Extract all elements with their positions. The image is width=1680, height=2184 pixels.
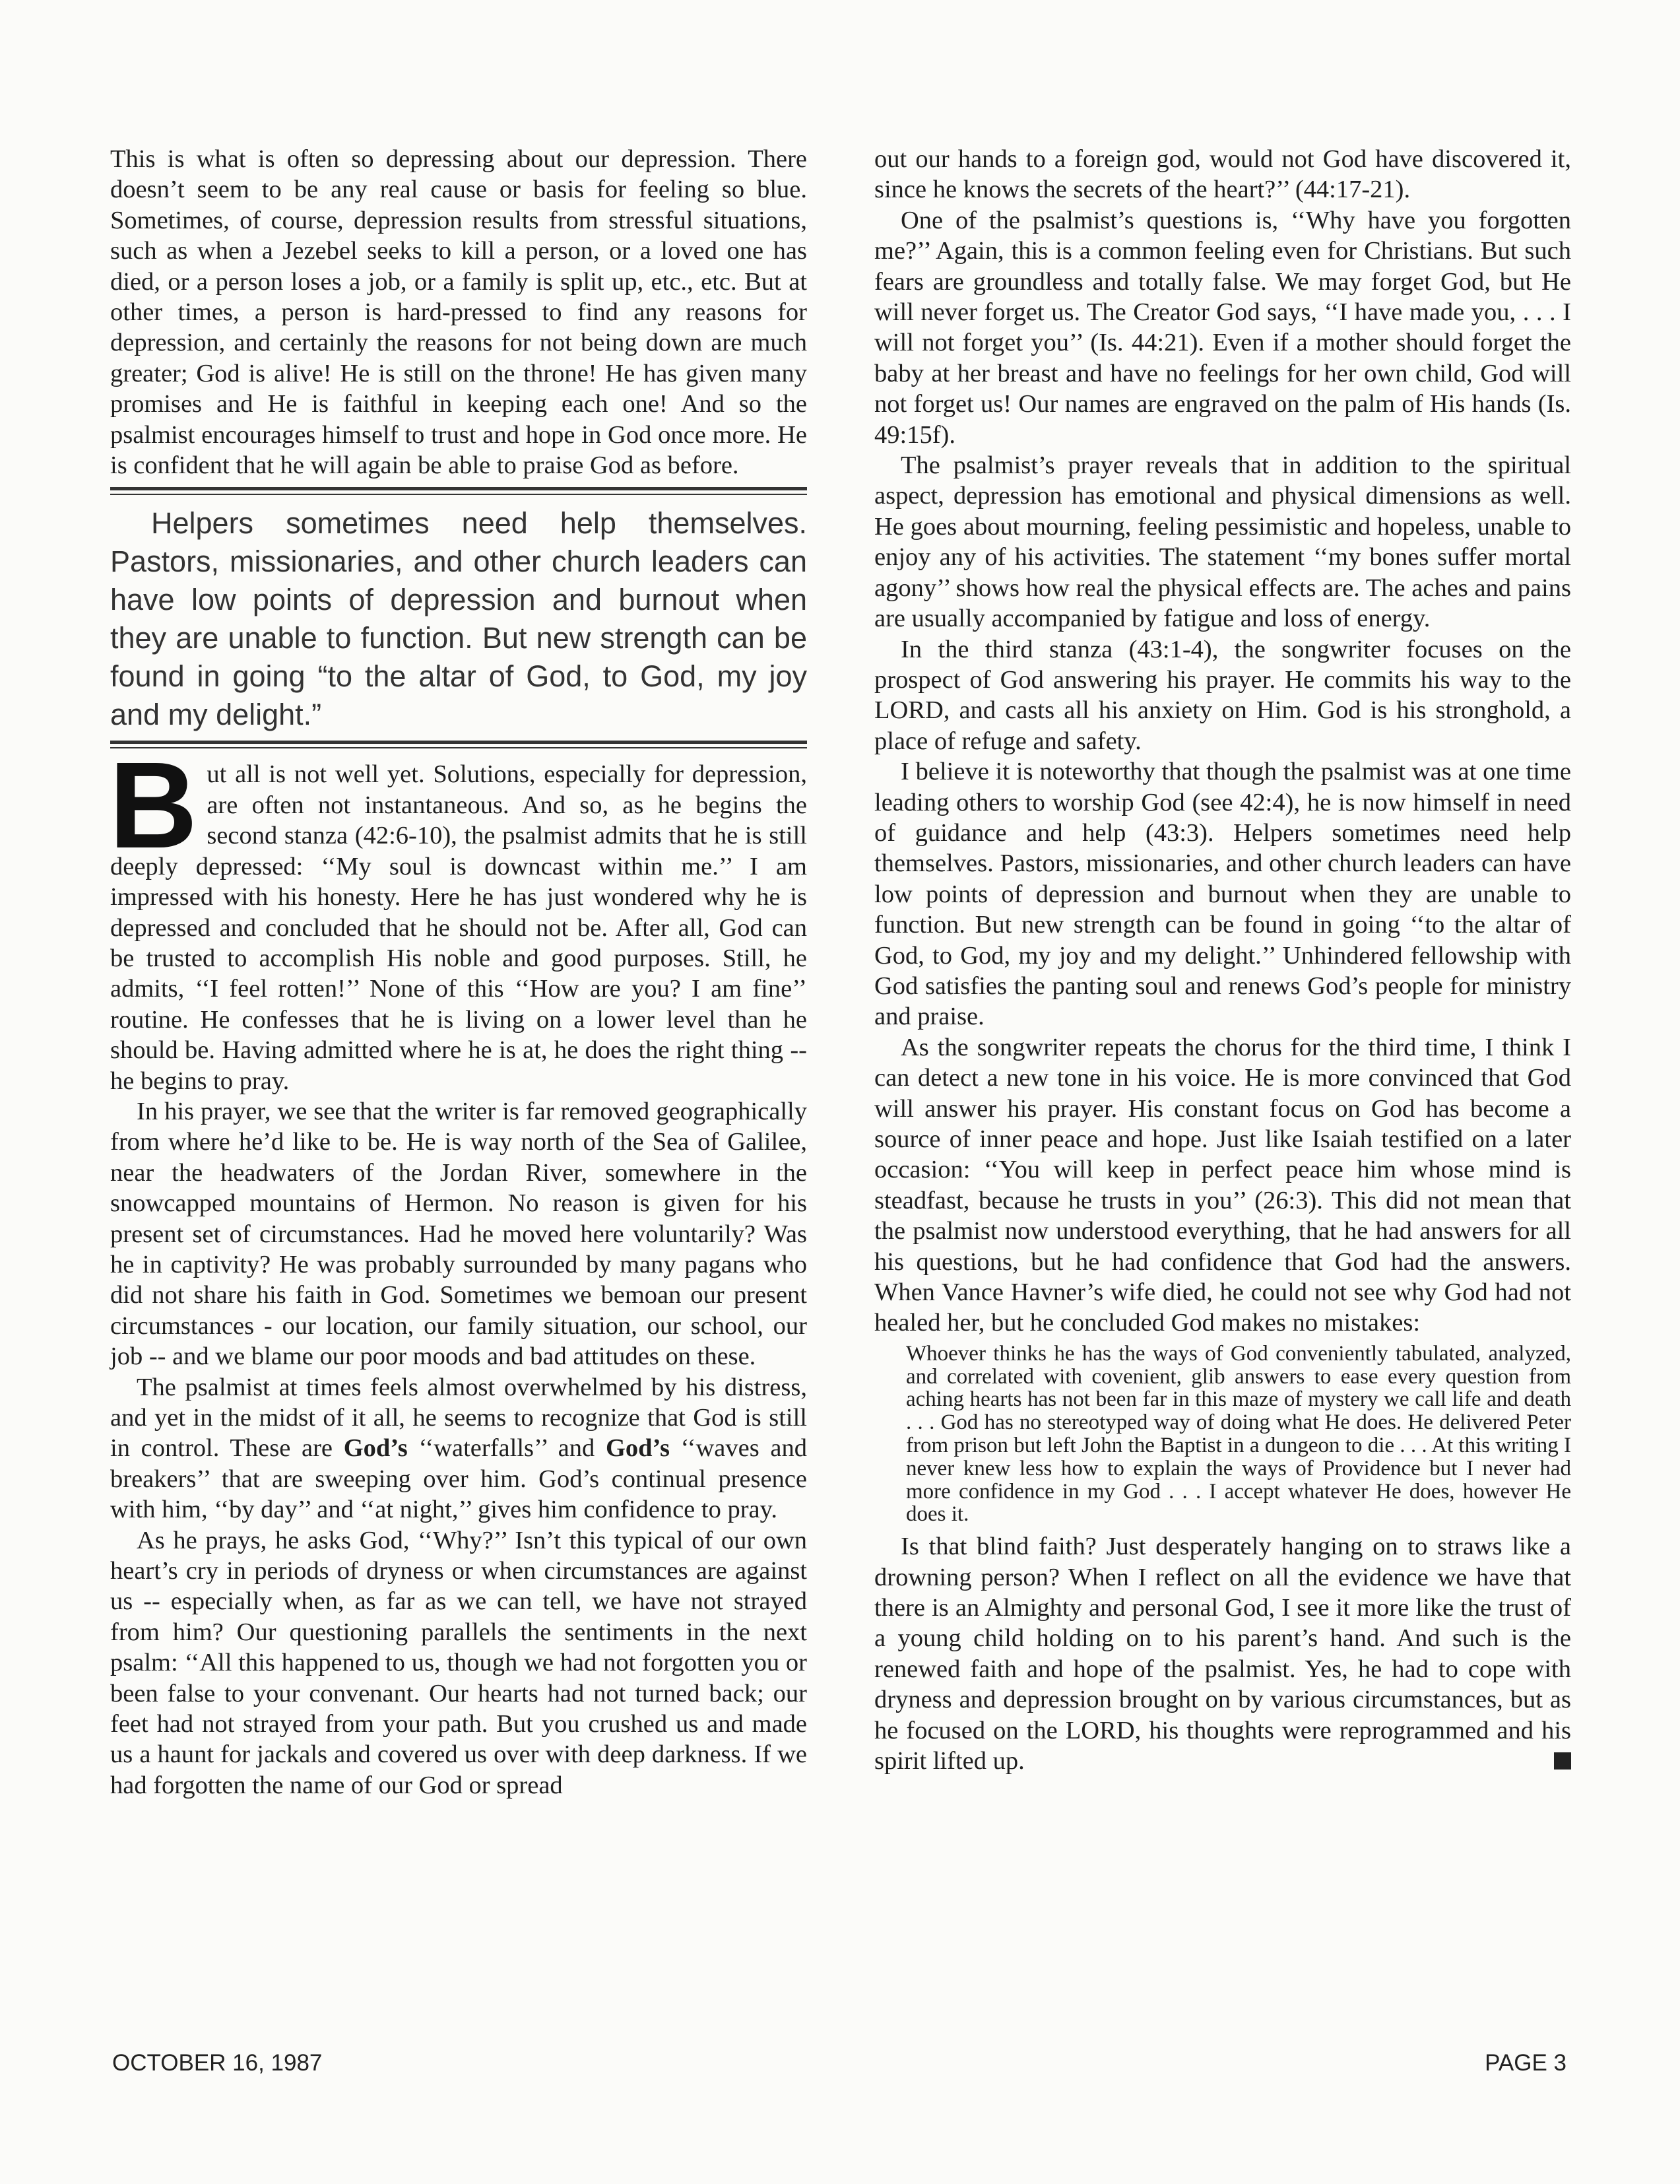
pull-quote-top-rule: [110, 487, 807, 495]
right-column: [874, 144, 1571, 1776]
drop-cap-letter: B: [109, 737, 198, 875]
right-paragraph-7: [874, 1531, 1571, 1776]
pull-quote: [110, 487, 807, 748]
left-paragraph-5: As he prays, he asks God, ‘‘Why?’’ Isn’t this typical of our own heart’s cry in periods of dryness or when circumstances are against us -- especially when, as far as we can tell, we have not strayed from him? Our questioning parallels the sentiments in the next psalm: ‘‘All this happened to us, though we had not forgotten you or been false to your convenant. Our hearts had not turned back; our feet had not strayed from your path. But you crushed us and made us a haunt for jackals and covered us over with deep darkness. If we had forgotten the name of our God or spread: [110, 1526, 807, 1799]
right-paragraph-4: In the third stanza (43:1-4), the songwriter focuses on the prospect of God answering his prayer. He commits his way to the LORD, and casts all his anxiety on Him. God is his stronghold, a place of refuge and safety.: [874, 635, 1571, 755]
left-paragraph-4-part-b: ‘‘waterfalls’’ and: [407, 1434, 606, 1463]
left-paragraph-2: ut all is not well yet. Solutions, especially for depression, are often not instantaneous. And so, as he begins the second stanza (42:6-10), the psalmist admits that he is still deeply depressed: ‘‘My soul is downcast within me.’’ I am impressed with his honesty. Here he has just wondered why he is depressed and concluded that he should not be. After all, God can be trusted to accomplish His noble and good purposes. Still, he admits, ‘‘I feel rotten!’’ None of this ‘‘How are you? I am fine’’ routine. He confesses that he is living on a lower level than he should be. Having admitted where he is at, he does the right thing -- he begins to pray.: [110, 760, 807, 1095]
right-paragraph-3: The psalmist’s prayer reveals that in addition to the spiritual aspect, depression has emotional and physical dimensions as well. He goes about mourning, feeling pessimistic and hopeless, unable to enjoy any of his activities. The statement ‘‘my bones suffer mortal agony’’ shows how real the physical effects are. The aches and pains are usually accompanied by fatigue and loss of energy.: [874, 451, 1571, 633]
right-paragraph-6: As the songwriter repeats the chorus for the third time, I think I can detect a new tone in his voice. He is more convinced that God will answer his prayer. His constant focus on God has become a source of inner peace and hope. Just like Isaiah testified on a later occasion: ‘‘You will keep in perfect peace him whose mind is steadfast, because he trusts in you’’ (26:3). This did not mean that the psalmist now understood everything, that he had answers for all his questions, but he had confidence that God had the answers. When Vance Havner’s wife died, he could not see why God had not healed her, but he concluded God makes no mistakes:: [874, 1033, 1571, 1337]
left-paragraph-4-bold-2: God’s: [605, 1434, 670, 1463]
left-paragraph-1: This is what is often so depressing about our depression. There doesn’t seem to be any real cause or basis for feeling so blue. Sometimes, of course, depression results from stressful situations, such as when a Jezebel seeks to kill a person, or a loved one has died, or a person loses a job, or a family is split up, etc., etc. But at other times, a person is hard-pressed to find any reasons for depression, and certainly the reasons for not being down are much greater; God is alive! He is still on the throne! He has given many promises and He is faithful in keeping each one! And so the psalmist encourages himself to trust and hope in God once more. He is confident that he will again be able to praise God as before.: [110, 145, 807, 480]
left-column: [110, 144, 807, 1801]
right-paragraph-1: out our hands to a foreign god, would not God have discovered it, since he knows the secrets of the heart?’’ (44:17-21).: [874, 145, 1571, 204]
right-paragraph-5: I believe it is noteworthy that though the psalmist was at one time leading others to worship God (see 42:4), he is now himself in need of guidance and help (43:3). Helpers sometimes need help themselves. Pastors, missionaries, and other church leaders can have low points of depression and burnout when they are unable to function. But new strength can be found in going ‘‘to the altar of God, to God, my joy and my delight.’’ Unhindered fellowship with God satisfies the panting soul and renews God’s people for ministry and praise.: [874, 758, 1571, 1031]
left-paragraph-4-bold-1: God’s: [343, 1434, 408, 1463]
end-mark-icon: [1554, 1752, 1571, 1770]
right-paragraph-2: One of the psalmist’s questions is, ‘‘Why have you forgotten me?’’ Again, this is a common feeling even for Christians. But such fears are groundless and totally false. We may forget God, but He will never forget us. The Creator God says, ‘‘I have made you, . . . I will not forget you’’ (Is. 44:21). Even if a mother should forget the baby at her breast and have no feelings for her own child, God will not forget us! Our names are engraved on the palm of His hands (Is. 49:15f).: [874, 206, 1571, 449]
drop-cap-paragraph: [109, 737, 807, 1096]
left-paragraph-3: In his prayer, we see that the writer is far removed geographically from where he’d like to be. He is way north of the Sea of Galilee, near the headwaters of the Jordan River, somewhere in the snowcapped mountains of Hermon. No reason is given for his present set of circumstances. Had he moved here voluntarily? Was he in captivity? He was probably surrounded by many pagans who did not share his faith in God. Sometimes we bemoan our present circumstances - our location, our family situation, our school, our job -- and we blame our poor moods and bad attitudes on these.: [110, 1097, 807, 1371]
left-paragraph-4-part-c: ‘‘waves and breakers’’ that are sweeping over him. God’s continual presence with him, ‘‘by day’’ and ‘‘at night,’’ gives him confidence to pray.: [110, 1434, 807, 1524]
left-paragraph-4: [110, 1372, 807, 1525]
footer-page-number: PAGE 3: [1485, 2050, 1567, 2076]
pull-quote-bottom-rule: [110, 741, 807, 748]
footer-date: OCTOBER 16, 1987: [112, 2050, 323, 2076]
right-paragraph-7-text: Is that blind faith? Just desperately hanging on to straws like a drowning person? When I reflect on all the evidence we have that there is an Almighty and personal God, I see it more like the trust of a young child holding on to his parent’s hand. And such is the renewed faith and hope of the psalmist. Yes, he had to cope with dryness and depression brought on by various circumstances, but as he focused on the LORD, his thoughts were reprogrammed and his spirit lifted up.: [874, 1533, 1571, 1775]
block-quote: Whoever thinks he has the ways of God conveniently tabulated, analyzed, and correlated with covenient, glib answers to ease every question from aching hearts has not been far in this maze of mystery we call life and death . . . God has no stereotyped way of doing what He does. He delivered Peter from prison but left John the Baptist in a dungeon to die . . . At this writing I never knew less how to explain the ways of Providence but I never had more confidence in my God . . . I accept whatever He does, however He does it.: [906, 1341, 1571, 1527]
left-paragraph-4-part-a: The psalmist at times feels almost overwhelmed by his distress, and yet in the midst of it all, he seems to recognize that God is still in control. These are: [110, 1373, 807, 1463]
pull-quote-text: Helpers sometimes need help themselves. Pastors, missionaries, and other church leaders can have low points of depression and burnout when they are unable to function. But new strength can be found in going “to the altar of God, to God, my joy and my delight.”: [110, 506, 807, 732]
